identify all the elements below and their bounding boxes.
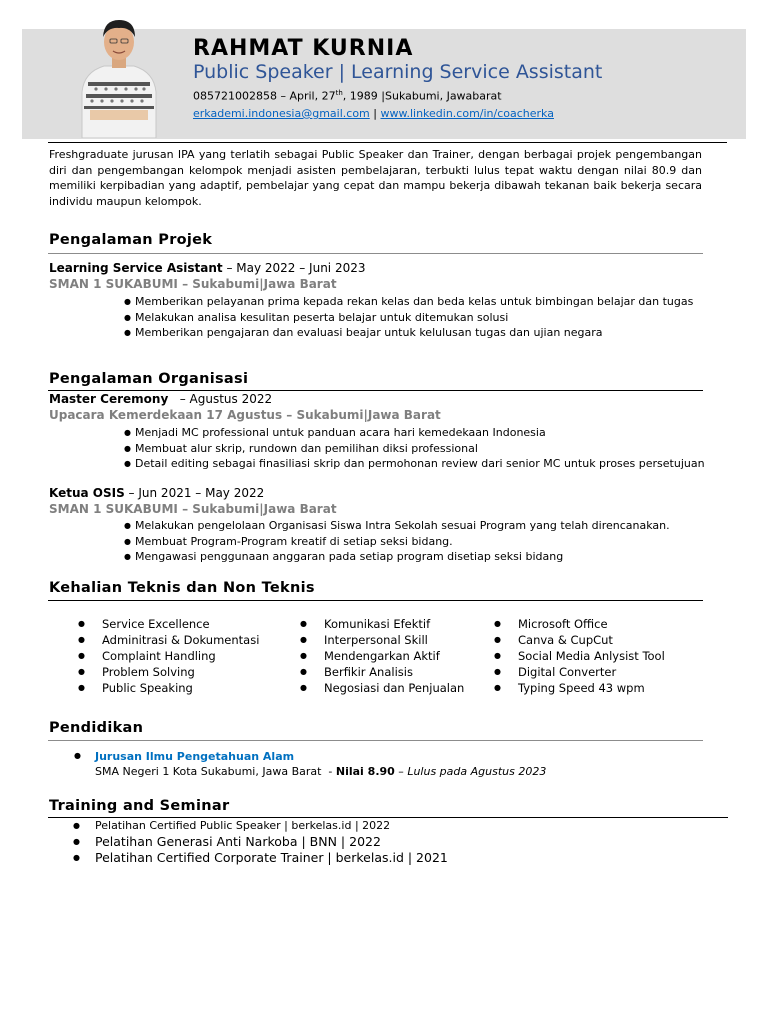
list-item: ● Detail editing sebagai finasiliasi skrip dan permohonan review dari senior MC untuk proses persetujuan [124, 456, 705, 472]
org-place: SMAN 1 SUKABUMI – Sukabumi|Jawa Barat [49, 502, 337, 516]
bullet-icon: ● [74, 751, 81, 760]
section-divider [48, 390, 703, 391]
project-entry-heading [49, 261, 366, 275]
education-dash: – [394, 765, 408, 778]
project-bullets [124, 294, 693, 341]
section-title-projects: Pengalaman Projek [49, 232, 213, 248]
phone-dob: 085721002858 – April, 27 [193, 89, 336, 103]
section-divider [48, 253, 703, 254]
summary-paragraph: Freshgraduate jurusan IPA yang terlatih sebagai Public Speaker dan Trainer, dengan berbagai projek pengembangan diri dan pengembangan kelompok menjadi asisten pembelajaran, terbukti lulus tepat waktu dengan nilai 80.9 dan memiliki kerpibadian yang adaptif, pembelajar yang cepat dan mampu bekerja dibawah tekanan baik bekerja secara individu maupun kelompok. [49, 148, 702, 208]
org-period: – Jun 2021 – May 2022 [124, 486, 265, 500]
job-title: Public Speaker | Learning Service Assistant [193, 61, 603, 83]
list-item: ● Social Media Anlysist Tool [494, 648, 665, 664]
dob-suffix: th [335, 89, 343, 97]
section-title-education: Pendidikan [49, 720, 144, 736]
list-item: ● Menjadi MC professional untuk panduan acara hari kemedekaan Indonesia [124, 425, 705, 441]
contact-line [193, 89, 502, 103]
list-item: ● Pelatihan Generasi Anti Narkoba | BNN | 2022 [73, 834, 448, 850]
dob-location: , 1989 |Sukabumi, Jawabarat [342, 89, 502, 103]
link-separator: | [369, 107, 381, 120]
email-link[interactable]: erkademi.indonesia@gmail.com [193, 107, 370, 120]
list-item: ● Adminitrasi & Dokumentasi [78, 632, 259, 648]
list-item: ● Typing Speed 43 wpm [494, 680, 665, 696]
list-item: ● Melakukan pengelolaan Organisasi Siswa Intra Sekolah sesuai Program yang telah direncanakan. [124, 518, 670, 534]
org-bullets [124, 518, 670, 565]
list-item: ● Digital Converter [494, 664, 665, 680]
skills-column-1 [78, 616, 259, 696]
list-item: ● Membuat alur skrip, rundown dan pemilihan diksi professional [124, 441, 705, 457]
project-period: – May 2022 – Juni 2023 [222, 261, 366, 275]
education-major: Jurusan Ilmu Pengetahuan Alam [95, 750, 295, 763]
list-item: ● Complaint Handling [78, 648, 259, 664]
candidate-name: RAHMAT KURNIA [193, 36, 414, 61]
skills-column-3 [494, 616, 665, 696]
list-item: ● Problem Solving [78, 664, 259, 680]
project-role: Learning Service Asistant [49, 261, 223, 275]
education-grade: Nilai 8.90 [335, 765, 395, 778]
project-place: SMAN 1 SUKABUMI – Sukabumi|Jawa Barat [49, 277, 337, 291]
list-item: ● Berfikir Analisis [300, 664, 464, 680]
list-item: ● Mendengarkan Aktif [300, 648, 464, 664]
profile-photo [78, 10, 160, 138]
org-entry-heading [49, 486, 264, 500]
education-graduation: Lulus pada Agustus 2023 [407, 765, 547, 778]
list-item: ● Mengawasi penggunaan anggaran pada setiap program disetiap seksi bidang [124, 549, 670, 565]
list-item: ● Public Speaking [78, 680, 259, 696]
section-title-skills: Kehalian Teknis dan Non Teknis [49, 580, 315, 596]
list-item: ● Memberikan pengajaran dan evaluasi beajar untuk kelulusan tugas dan ujian negara [124, 325, 693, 341]
skills-column-2 [300, 616, 464, 696]
list-item: ● Service Excellence [78, 616, 259, 632]
org-period: – Agustus 2022 [168, 392, 273, 406]
section-title-training: Training and Seminar [49, 798, 230, 814]
list-item: ● Pelatihan Certified Public Speaker | berkelas.id | 2022 [73, 818, 448, 834]
list-item: ● Pelatihan Certified Corporate Trainer | berkelas.id | 2021 [73, 850, 448, 866]
list-item: ● Interpersonal Skill [300, 632, 464, 648]
org-entry-heading [49, 392, 272, 406]
list-item: ● Negosiasi dan Penjualan [300, 680, 464, 696]
list-item: ● Komunikasi Efektif [300, 616, 464, 632]
links-line [193, 107, 554, 120]
linkedin-link[interactable]: www.linkedin.com/in/coacherka [380, 107, 554, 120]
education-school: SMA Negeri 1 Kota Sukabumi, Jawa Barat - [95, 765, 336, 778]
list-item: ● Canva & CupCut [494, 632, 665, 648]
org-role: Ketua OSIS [49, 486, 125, 500]
education-details [95, 765, 546, 778]
section-title-organization: Pengalaman Organisasi [49, 371, 249, 387]
org-role: Master Ceremony [49, 392, 169, 406]
training-list [73, 818, 448, 866]
org-bullets [124, 425, 705, 472]
org-place: Upacara Kemerdekaan 17 Agustus – Sukabumi|Jawa Barat [49, 408, 441, 422]
section-divider [48, 740, 703, 741]
list-item: ● Microsoft Office [494, 616, 665, 632]
list-item: ● Melakukan analisa kesulitan peserta belajar untuk ditemukan solusi [124, 310, 693, 326]
header-divider [48, 142, 727, 143]
section-divider [48, 600, 703, 601]
list-item: ● Membuat Program-Program kreatif di setiap seksi bidang. [124, 534, 670, 550]
list-item: ● Memberikan pelayanan prima kepada rekan kelas dan beda kelas untuk bimbingan belajar dan tugas [124, 294, 693, 310]
